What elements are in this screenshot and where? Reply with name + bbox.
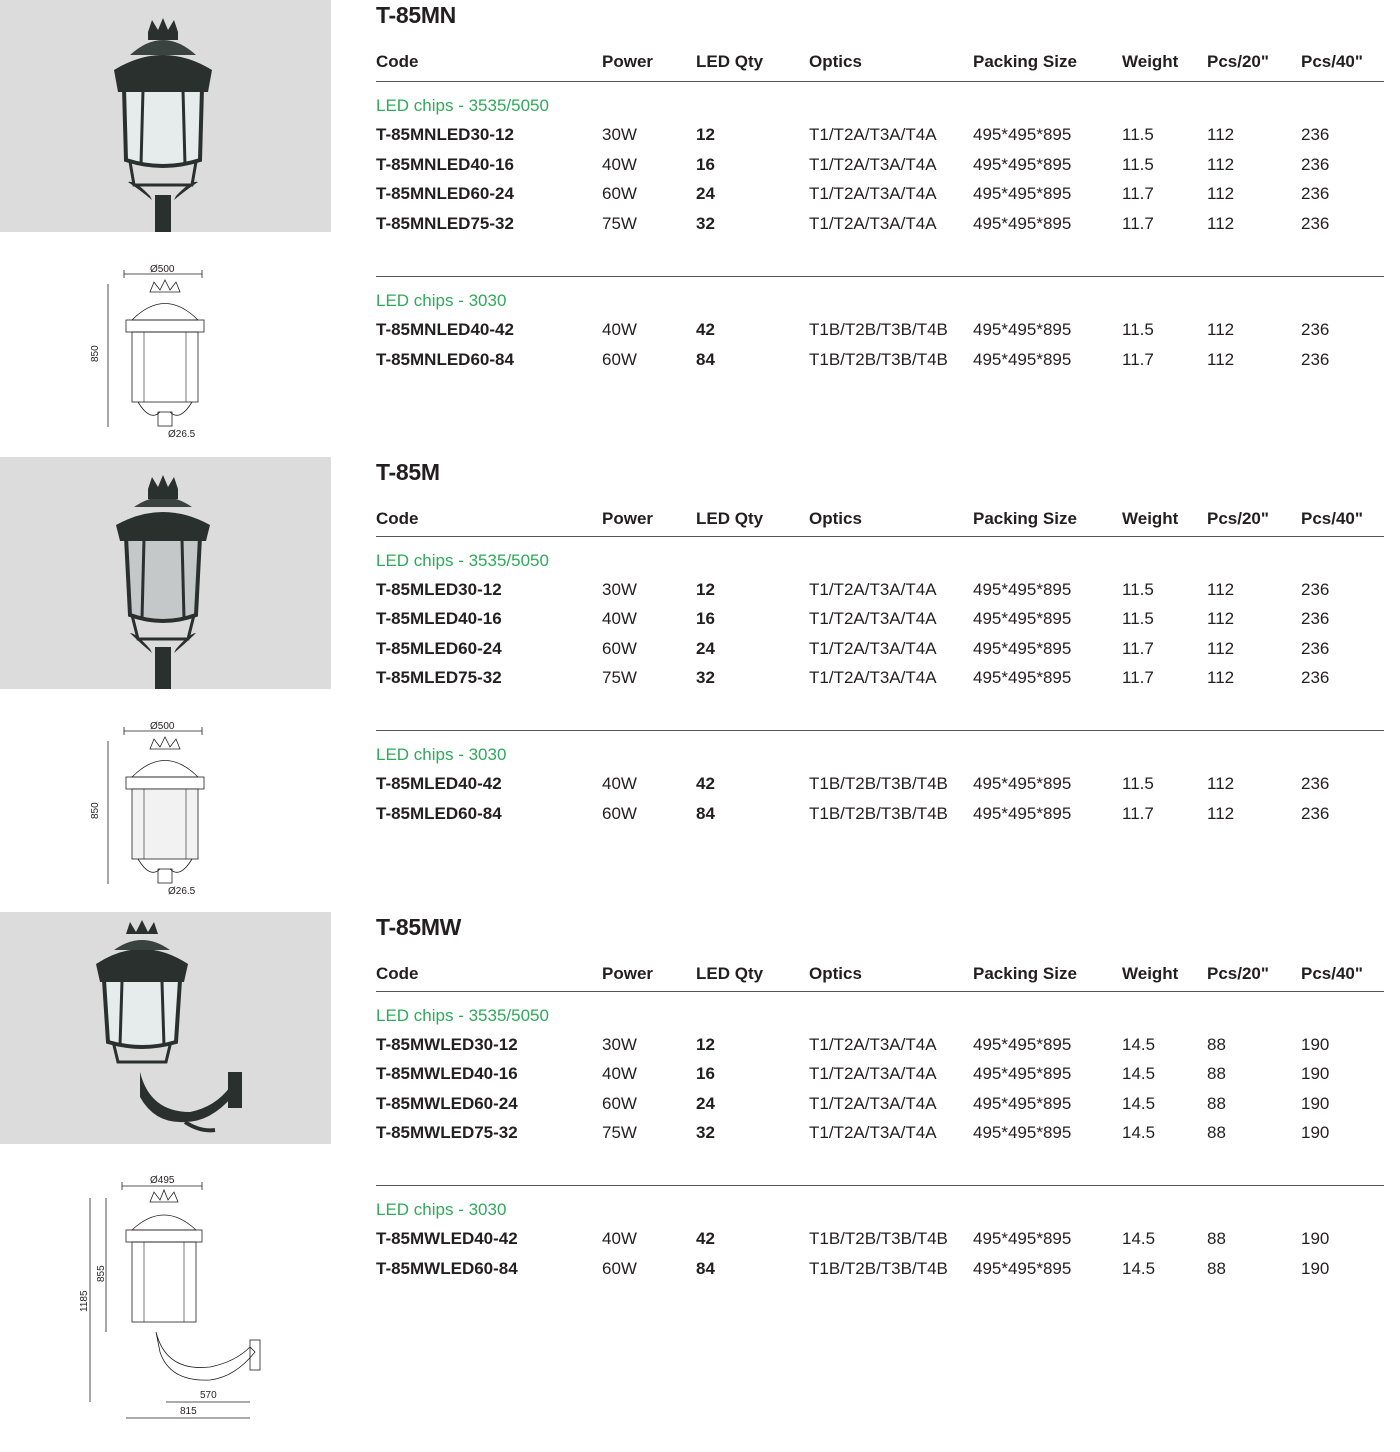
cell-led-qty: 42 — [696, 1229, 715, 1248]
cell-pcs40: 190 — [1301, 1094, 1330, 1113]
cell-weight: 14.5 — [1122, 1123, 1156, 1142]
cell-pcs20: 88 — [1207, 1259, 1226, 1278]
header-divider — [376, 536, 1384, 537]
cell-packing-size: 495*495*895 — [973, 1094, 1072, 1113]
cell-pcs20: 112 — [1207, 804, 1235, 823]
cell-packing-size: 495*495*895 — [973, 1259, 1072, 1278]
column-header-pcs20: Pcs/20" — [1207, 52, 1269, 71]
group-divider — [376, 730, 1384, 731]
height-dimension-label: 850 — [90, 802, 101, 819]
cell-code: T-85MNLED75-32 — [376, 214, 514, 233]
arm-dimension-label: 570 — [200, 1390, 217, 1401]
cell-pcs40: 236 — [1301, 774, 1330, 793]
width-dimension-label: Ø495 — [150, 1175, 175, 1186]
cell-code: T-85MLED30-12 — [376, 580, 502, 599]
cell-optics: T1/T2A/T3A/T4A — [809, 1064, 937, 1083]
cell-pcs20: 88 — [1207, 1094, 1226, 1113]
column-header-pcs40: Pcs/40" — [1301, 509, 1363, 528]
column-header-weight: Weight — [1122, 509, 1179, 528]
cell-weight: 11.7 — [1122, 184, 1154, 203]
column-header-pcs40: Pcs/40" — [1301, 52, 1363, 71]
header-divider — [376, 81, 1384, 82]
cell-pcs20: 112 — [1207, 668, 1235, 687]
cell-packing-size: 495*495*895 — [973, 580, 1072, 599]
column-header-code: Code — [376, 509, 419, 528]
column-header-packing-size: Packing Size — [973, 52, 1077, 71]
cell-weight: 11.7 — [1122, 350, 1154, 369]
cell-led-qty: 16 — [696, 609, 715, 628]
cell-optics: T1/T2A/T3A/T4A — [809, 668, 937, 687]
column-header-pcs40: Pcs/40" — [1301, 964, 1363, 983]
cell-pcs20: 112 — [1207, 155, 1235, 174]
column-header-power: Power — [602, 964, 654, 983]
cell-packing-size: 495*495*895 — [973, 1229, 1072, 1248]
cell-optics: T1B/T2B/T3B/T4B — [809, 774, 948, 793]
section-title: T-85MW — [376, 914, 462, 940]
cell-led-qty: 84 — [696, 350, 715, 369]
cell-led-qty: 12 — [696, 580, 715, 599]
cell-pcs20: 112 — [1207, 125, 1235, 144]
column-header-power: Power — [602, 509, 654, 528]
cell-optics: T1B/T2B/T3B/T4B — [809, 320, 948, 339]
section-title: T-85MN — [376, 2, 456, 28]
cell-pcs20: 112 — [1207, 320, 1235, 339]
column-header-led-qty: LED Qty — [696, 509, 764, 528]
cell-power: 60W — [602, 1259, 637, 1278]
cell-pcs40: 236 — [1301, 184, 1330, 203]
cell-optics: T1/T2A/T3A/T4A — [809, 609, 937, 628]
cell-power: 30W — [602, 125, 637, 144]
cell-code: T-85MLED60-84 — [376, 804, 502, 823]
cell-weight: 14.5 — [1122, 1094, 1156, 1113]
cell-led-qty: 84 — [696, 804, 715, 823]
column-header-code: Code — [376, 52, 419, 71]
cell-packing-size: 495*495*895 — [973, 350, 1072, 369]
cell-led-qty: 32 — [696, 214, 715, 233]
dimension-drawing — [80, 719, 280, 909]
cell-code: T-85MNLED60-24 — [376, 184, 514, 203]
cell-led-qty: 16 — [696, 155, 715, 174]
group-divider — [376, 276, 1384, 277]
cell-code: T-85MLED75-32 — [376, 668, 502, 687]
cell-packing-size: 495*495*895 — [973, 155, 1072, 174]
cell-weight: 11.5 — [1122, 580, 1154, 599]
cell-pcs40: 236 — [1301, 320, 1330, 339]
cell-packing-size: 495*495*895 — [973, 1035, 1072, 1054]
cell-led-qty: 16 — [696, 1064, 715, 1083]
cell-pcs40: 236 — [1301, 580, 1330, 599]
cell-code: T-85MWLED60-24 — [376, 1094, 518, 1113]
column-header-led-qty: LED Qty — [696, 52, 764, 71]
cell-code: T-85MWLED30-12 — [376, 1035, 518, 1054]
cell-pcs20: 112 — [1207, 774, 1235, 793]
cell-power: 75W — [602, 1123, 637, 1142]
height-dimension-label: 850 — [90, 345, 101, 362]
group-divider — [376, 1185, 1384, 1186]
cell-optics: T1/T2A/T3A/T4A — [809, 184, 937, 203]
cell-packing-size: 495*495*895 — [973, 125, 1072, 144]
cell-led-qty: 12 — [696, 1035, 715, 1054]
cell-weight: 14.5 — [1122, 1064, 1156, 1083]
base-dimension-label: Ø26.5 — [168, 886, 196, 897]
cell-optics: T1/T2A/T3A/T4A — [809, 1035, 937, 1054]
cell-optics: T1B/T2B/T3B/T4B — [809, 350, 948, 369]
cell-weight: 11.5 — [1122, 774, 1154, 793]
cell-weight: 14.5 — [1122, 1229, 1156, 1248]
cell-pcs40: 236 — [1301, 350, 1330, 369]
cell-packing-size: 495*495*895 — [973, 609, 1072, 628]
cell-weight: 11.5 — [1122, 155, 1154, 174]
cell-packing-size: 495*495*895 — [973, 668, 1072, 687]
cell-led-qty: 12 — [696, 125, 715, 144]
cell-pcs40: 236 — [1301, 804, 1330, 823]
cell-packing-size: 495*495*895 — [973, 804, 1072, 823]
cell-led-qty: 42 — [696, 320, 715, 339]
cell-pcs40: 236 — [1301, 639, 1330, 658]
product-photo — [0, 912, 331, 1144]
group-label: LED chips - 3030 — [376, 291, 507, 310]
cell-led-qty: 24 — [696, 639, 715, 658]
cell-packing-size: 495*495*895 — [973, 1064, 1072, 1083]
cell-pcs20: 112 — [1207, 580, 1235, 599]
cell-pcs20: 112 — [1207, 184, 1235, 203]
product-section-t85mn — [0, 0, 1400, 455]
column-header-optics: Optics — [809, 52, 862, 71]
cell-code: T-85MLED40-42 — [376, 774, 502, 793]
cell-code: T-85MLED40-16 — [376, 609, 502, 628]
column-header-packing-size: Packing Size — [973, 964, 1077, 983]
post-top-lantern-image — [0, 457, 331, 689]
cell-packing-size: 495*495*895 — [973, 639, 1072, 658]
cell-power: 40W — [602, 320, 637, 339]
group-label: LED chips - 3535/5050 — [376, 1006, 549, 1025]
cell-optics: T1B/T2B/T3B/T4B — [809, 804, 948, 823]
cell-power: 60W — [602, 1094, 637, 1113]
cell-pcs40: 190 — [1301, 1229, 1330, 1248]
cell-pcs40: 190 — [1301, 1259, 1330, 1278]
column-header-optics: Optics — [809, 509, 862, 528]
cell-code: T-85MNLED40-42 — [376, 320, 514, 339]
cell-code: T-85MWLED40-16 — [376, 1064, 518, 1083]
column-header-packing-size: Packing Size — [973, 509, 1077, 528]
cell-pcs40: 236 — [1301, 155, 1330, 174]
post-top-lantern-image — [0, 0, 331, 232]
cell-power: 60W — [602, 184, 637, 203]
column-header-led-qty: LED Qty — [696, 964, 764, 983]
group-label: LED chips - 3535/5050 — [376, 551, 549, 570]
cell-power: 30W — [602, 580, 637, 599]
product-photo — [0, 457, 331, 689]
cell-packing-size: 495*495*895 — [973, 774, 1072, 793]
column-header-code: Code — [376, 964, 419, 983]
cell-optics: T1/T2A/T3A/T4A — [809, 639, 937, 658]
cell-packing-size: 495*495*895 — [973, 184, 1072, 203]
cell-weight: 11.7 — [1122, 639, 1154, 658]
cell-weight: 11.7 — [1122, 804, 1154, 823]
column-header-power: Power — [602, 52, 654, 71]
base-dimension-label: Ø26.5 — [168, 429, 196, 440]
cell-power: 60W — [602, 639, 637, 658]
height-dimension-label: 855 — [96, 1265, 107, 1282]
cell-pcs40: 236 — [1301, 214, 1330, 233]
width-dimension-label: Ø500 — [150, 721, 175, 732]
cell-weight: 11.5 — [1122, 320, 1154, 339]
cell-weight: 14.5 — [1122, 1259, 1156, 1278]
width-dimension-label: Ø500 — [150, 264, 175, 275]
cell-pcs20: 112 — [1207, 639, 1235, 658]
cell-weight: 11.7 — [1122, 668, 1154, 687]
cell-led-qty: 32 — [696, 1123, 715, 1142]
product-section-t85m — [0, 457, 1400, 912]
cell-code: T-85MLED60-24 — [376, 639, 502, 658]
cell-power: 40W — [602, 155, 637, 174]
column-header-weight: Weight — [1122, 964, 1179, 983]
cell-power: 40W — [602, 774, 637, 793]
cell-code: T-85MWLED60-84 — [376, 1259, 518, 1278]
cell-optics: T1B/T2B/T3B/T4B — [809, 1259, 948, 1278]
cell-led-qty: 84 — [696, 1259, 715, 1278]
cell-pcs20: 88 — [1207, 1123, 1226, 1142]
cell-optics: T1/T2A/T3A/T4A — [809, 1123, 937, 1142]
cell-optics: T1/T2A/T3A/T4A — [809, 125, 937, 144]
column-header-pcs20: Pcs/20" — [1207, 964, 1269, 983]
cell-power: 75W — [602, 214, 637, 233]
column-header-pcs20: Pcs/20" — [1207, 509, 1269, 528]
cell-optics: T1/T2A/T3A/T4A — [809, 1094, 937, 1113]
column-header-weight: Weight — [1122, 52, 1179, 71]
cell-led-qty: 24 — [696, 1094, 715, 1113]
product-section-t85mw — [0, 912, 1400, 1452]
cell-code: T-85MWLED75-32 — [376, 1123, 518, 1142]
cell-power: 60W — [602, 804, 637, 823]
cell-weight: 11.5 — [1122, 609, 1154, 628]
cell-weight: 11.7 — [1122, 214, 1154, 233]
cell-pcs40: 190 — [1301, 1035, 1330, 1054]
cell-led-qty: 42 — [696, 774, 715, 793]
cell-pcs40: 190 — [1301, 1123, 1330, 1142]
cell-led-qty: 24 — [696, 184, 715, 203]
column-header-optics: Optics — [809, 964, 862, 983]
cell-weight: 14.5 — [1122, 1035, 1156, 1054]
cell-packing-size: 495*495*895 — [973, 214, 1072, 233]
depth-dimension-label: 815 — [180, 1406, 197, 1417]
header-divider — [376, 991, 1384, 992]
cell-code: T-85MNLED60-84 — [376, 350, 514, 369]
cell-optics: T1B/T2B/T3B/T4B — [809, 1229, 948, 1248]
dimension-drawing — [70, 1172, 290, 1432]
cell-power: 60W — [602, 350, 637, 369]
group-label: LED chips - 3030 — [376, 1200, 507, 1219]
total-height-dimension-label: 1185 — [79, 1290, 90, 1312]
cell-optics: T1/T2A/T3A/T4A — [809, 580, 937, 599]
cell-optics: T1/T2A/T3A/T4A — [809, 155, 937, 174]
section-title: T-85M — [376, 459, 440, 485]
cell-power: 40W — [602, 1229, 637, 1248]
group-label: LED chips - 3535/5050 — [376, 96, 549, 115]
cell-power: 40W — [602, 609, 637, 628]
cell-power: 30W — [602, 1035, 637, 1054]
cell-pcs20: 88 — [1207, 1229, 1226, 1248]
cell-code: T-85MNLED40-16 — [376, 155, 514, 174]
cell-weight: 11.5 — [1122, 125, 1154, 144]
cell-packing-size: 495*495*895 — [973, 320, 1072, 339]
cell-code: T-85MWLED40-42 — [376, 1229, 518, 1248]
cell-power: 40W — [602, 1064, 637, 1083]
group-label: LED chips - 3030 — [376, 745, 507, 764]
cell-pcs20: 88 — [1207, 1064, 1226, 1083]
cell-optics: T1/T2A/T3A/T4A — [809, 214, 937, 233]
cell-pcs20: 112 — [1207, 214, 1235, 233]
cell-pcs40: 190 — [1301, 1064, 1330, 1083]
product-photo — [0, 0, 331, 232]
cell-power: 75W — [602, 668, 637, 687]
cell-pcs40: 236 — [1301, 609, 1330, 628]
cell-pcs20: 112 — [1207, 609, 1235, 628]
cell-code: T-85MNLED30-12 — [376, 125, 514, 144]
cell-pcs40: 236 — [1301, 125, 1330, 144]
cell-pcs20: 88 — [1207, 1035, 1226, 1054]
wall-mounted-lantern-image — [0, 912, 331, 1144]
dimension-drawing — [80, 262, 280, 452]
cell-pcs40: 236 — [1301, 668, 1330, 687]
cell-led-qty: 32 — [696, 668, 715, 687]
cell-pcs20: 112 — [1207, 350, 1235, 369]
cell-packing-size: 495*495*895 — [973, 1123, 1072, 1142]
